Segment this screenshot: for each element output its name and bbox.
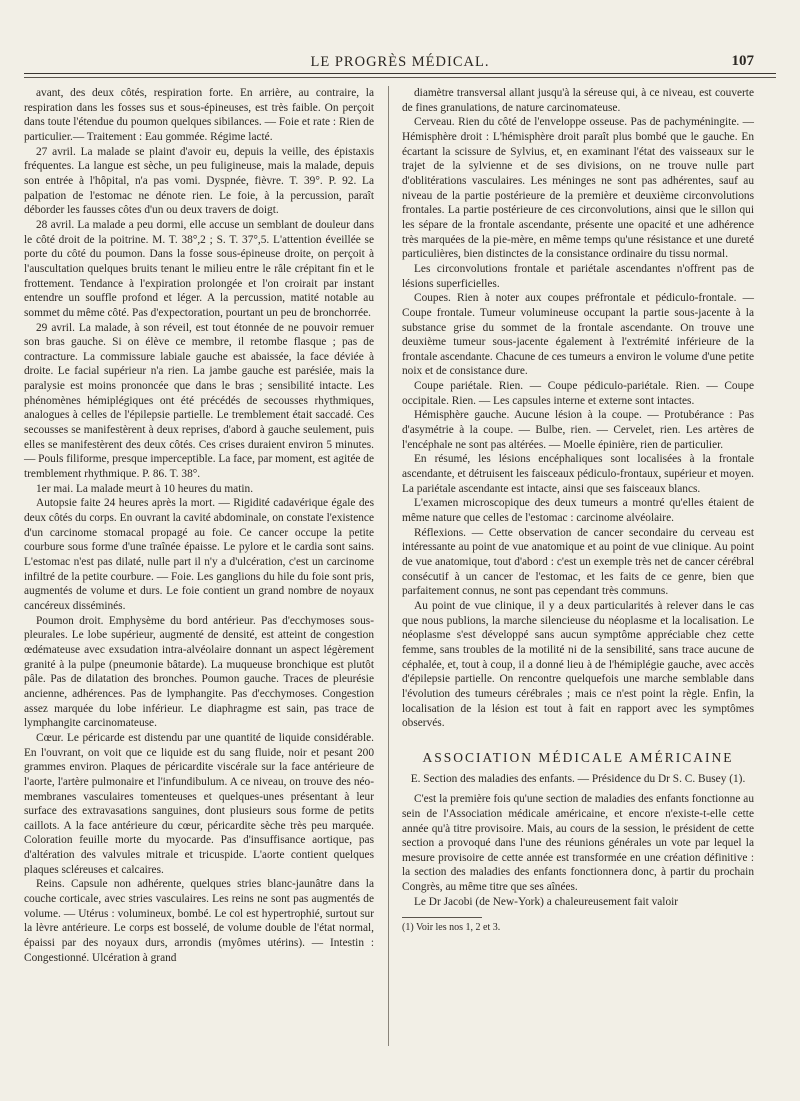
paragraph: Réflexions. — Cette observation de cancer secondaire du cerveau est intéressante au point de vue anatomique et au point de vue clinique. Au point de vue anatomique, tout d'abord : c'est un exemple très net de cancer cérébral consécutif à un cancer de l'estomac, et les faits de ce genre, bien que parfaitement connus, ne sont pas cependant très communs. — [402, 526, 754, 598]
section-subtitle: E. Section des maladies des enfants. — Présidence du Dr S. C. Busey (1). — [410, 772, 746, 785]
left-column — [24, 86, 374, 965]
header-rule-thin — [24, 77, 776, 78]
paragraph: 28 avril. La malade a peu dormi, elle accuse un semblant de douleur dans le côté droit de la poitrine. M. T. 38°,2 ; S. T. 37°,5. L'attention éveillée se porte du côté du poumon. Dans la fosse sous-épineuse droite, on perçoit à l'auscultation quelques bruits tenant le milieu entre le râle crépitant fin et le frottement. Tendance à l'expiration prolongée et l'on croirait par instant entendre un souffle profond et léger. A la percussion, matité notable au sommet du même côté. Pas d'expectoration, pourtant un peu de bronchorrée. — [24, 218, 374, 319]
right-column — [402, 86, 754, 934]
paragraph: Hémisphère gauche. Aucune lésion à la coupe. — Protubérance : Pas d'asymétrie à la coupe. — Bulbe, rien. — Cervelet, rien. Les artères de l'encéphale ne sont pas altérées. — Moelle épinière, rien de particulier. — [402, 409, 754, 451]
paragraph: diamètre transversal allant jusqu'à la séreuse qui, à ce niveau, est couverte de fines granulations, de nature carcinomateuse. — [402, 87, 754, 114]
paragraph: Le Dr Jacobi (de New-York) a chaleureusement fait valoir — [414, 895, 679, 908]
paragraph: Au point de vue clinique, il y a deux particularités à relever dans le cas que nous publions, la marche silencieuse du néoplasme et la localisation. Le néoplasme s'est développé sans aucun symptôme appréciable chez cette femme, sans troubles de la motilité ni de la sensibilité, sans trace aucune de céphalée, et, tout à coup, il a donné lieu à de l'hémiplégie gauche, avec accès d'épilepsie partielle. On rencontre quelquefois une marche semblable dans l'évolution des tumeurs cérébrales ; mais ce n'est point la règle. Enfin, la localisation de la lésion est tout à fait en rapport avec les symptômes observés. — [402, 599, 754, 730]
running-title: LE PROGRÈS MÉDICAL. — [310, 54, 490, 70]
page-number: 107 — [731, 53, 754, 69]
page-header — [0, 54, 800, 72]
header-rule — [24, 73, 776, 74]
paragraph: 29 avril. La malade, à son réveil, est tout étonnée de ne pouvoir remuer son bras gauche. Si on élève ce membre, il retombe flasque ; pas de contracture. La commissure labiale gauche est abaissée, la face déviée à droite. Le facial supérieur n'a rien. La jambe gauche est parésiée, mais la paralysie est moins prononcée que dans le bras ; sensibilité intacte. Les phénomènes hémiplégiques ont été précédés de secousses rhythmiques, analogues à celles de l'épilepsie partielle. Le tremblement était saccadé. Ces secousses se manifestèrent à deux reprises, d'abord à gauche seulement, puis elles se manifestèrent des deux côtés. Ces crises duraient environ 5 minutes. — Pouls filiforme, presque imperceptible. La face, par moment, est agitée de tremblement rhythmique. P. 86. T. 38°. — [24, 321, 374, 481]
paragraph: Reins. Capsule non adhérente, quelques stries blanc-jaunâtre dans la couche corticale, avec stries vasculaires. Les reins ne sont pas augmentés de volume. — Utérus : volumineux, bombé. Le col est hypertrophié, surtout sur la lèvre antérieure. Le corps est bosselé, de volume double de l'état normal, épaissi par des noyaux durs, arrondis (myômes utérins). — Intestin : Congestionné. Ulcération à grand — [24, 878, 374, 964]
paragraph: 1er mai. La malade meurt à 10 heures du matin. — [36, 482, 254, 495]
paragraph: Coupes. Rien à noter aux coupes préfrontale et pédiculo-frontale. — Coupe frontale. Tumeur volumineuse occupant la partie sous-jacente à la substance grise du sommet de la frontale ascendante. On trouve une deuxième tumeur sous-jacente également à l'extrémité inférieure de la frontale ascendante. Chacune de ces tumeurs a environ le volume d'une petite noix et de consistance dure. — [402, 292, 754, 378]
footnote: (1) Voir les nos 1, 2 et 3. — [402, 922, 501, 934]
paragraph: Cœur. Le péricarde est distendu par une quantité de liquide considérable. En l'ouvrant, on voit que ce liquide est du sang fluide, noir et pesant 200 grammes environ. Plaques de péricardite viscérale sur la face antérieure de l'aorte, l'artère pulmonaire et l'infundibulum. A ce niveau, on trouve des néo-membranes vasculaires tomenteuses et quelques-unes présentant à leur surface des extravasations sanguines, dont plusieurs sous forme de petits caillots. A la face antérieure du cœur, péricardite sèche très peu marquée. Coloration feuille morte du myocarde. Pas d'insuffisance aortique, pas d'altération des valvules mitrale et tricuspide. L'aorte contient quelques plaques scléreuses et calcaires. — [24, 731, 374, 876]
paragraph: avant, des deux côtés, respiration forte. En arrière, au contraire, la respiration dans les fosses sus et sous-épineuses, est très faible. On perçoit dans toute l'étendue du poumon quelques sibilances. — Foie et rate : Rien de particulier.— Traitement : Eau gommée. Régime lacté. — [24, 87, 374, 143]
paragraph: L'examen microscopique des deux tumeurs a montré qu'elles étaient de même nature que celles de l'estomac : carcinome alvéolaire. — [402, 497, 754, 525]
paragraph: C'est la première fois qu'une section de maladies des enfants fonctionne au sein de l'Association médicale américaine, et encore n'existe-t-elle cette année qu'à titre provisoire. Mais, au cours de la session, le président de cette section a provoqué dans l'une des réunions générales un vote par lequel la mesure provisoire de cette année est transformée en une création définitive : la section des maladies des enfants fonctionnera donc, à partir du prochain Congrès, au même titre que ses aînées. — [402, 793, 754, 894]
column-divider — [388, 86, 389, 1046]
paragraph: Autopsie faite 24 heures après la mort. — Rigidité cadavérique égale des deux côtés du corps. En ouvrant la cavité abdominale, on constate l'existence d'un carcinome stomacal propagé au foie. Ce cancer occupe la petite courbure sous forme d'une traînée épaisse. Le pylore et le cardia sont sains. L'estomac n'est pas dilaté, nulle part il n'y a d'ulcération, c'est un carcinome infiltré de la petite courbure. — Foie. Les ganglions du hile du foie sont pris, augmentés de volume et durs. Le foie contient un grand nombre de noyaux cancéreux disséminés. — [24, 497, 374, 612]
paragraph: Poumon droit. Emphysème du bord antérieur. Pas d'ecchymoses sous-pleurales. Le lobe supérieur, augmenté de densité, est atteint de congestion œdémateuse avec exsudation intra-alvéolaire donnant un aspect légèrement granité à la pulpe (pneumonie bâtarde). La muqueuse bronchique est plutôt pâle. Pas de dilatation des bronches. Poumon gauche. Traces de pleurésie ancienne, adhérences. Pas de lymphangite. Pas d'ecchymoses. Congestion assez marquée du lobe inférieur. Le diaphragme est sain, pas trace de lymphangite carcinomateuse. — [24, 614, 374, 730]
paragraph: Les circonvolutions frontale et pariétale ascendantes n'offrent pas de lésions superficielles. — [402, 262, 754, 290]
paragraph: Cerveau. Rien du côté de l'enveloppe osseuse. Pas de pachyméningite. — Hémisphère droit : L'hémisphère droit paraît plus bombé que le gauche. En écartant la scissure de Sylvius, et, en examinant l'état des vaisseaux sur le trajet de la sylvienne et de ses divisions, on ne trouve nulle part d'oblitérations vasculaires. Les méninges ne sont pas adhérentes, sauf au niveau de la partie postérieure de la première et deuxième circonvolutions frontales. La partie postérieure de ces circonvolutions, ainsi que le sillon qui les sépare de la frontale ascendante, présente une opacité et une adhérence très marquées de la pie-mère, en même temps qu'une résistance et une dureté particulières, bien distinctes de la consistance ordinaire du tissu normal. — [402, 116, 754, 261]
paragraph: Coupe pariétale. Rien. — Coupe pédiculo-pariétale. Rien. — Coupe occipitale. Rien. — Les capsules interne et externe sont intactes. — [402, 380, 754, 407]
footnote-rule — [402, 917, 482, 918]
paragraph: 27 avril. La malade se plaint d'avoir eu, depuis la veille, des épistaxis fréquentes. La langue est sèche, un peu fuligineuse, mais la malade, depuis son entrée à l'hôpital, n'a pas vomi. Dyspnée, fièvre. T. 39°. P. 92. La palpation de l'estomac ne dénote rien. Le foie, à la percussion, paraît déborder les fausses côtes d'un ou deux travers de doigt. — [24, 145, 374, 217]
paragraph: En résumé, les lésions encéphaliques sont localisées à la frontale ascendante, et détruisent les faisceaux pédiculo-frontaux, supérieur et moyen. La pariétale ascendante est intacte, ainsi que ses faisceaux blancs. — [402, 453, 754, 495]
section-title: ASSOCIATION MÉDICALE AMÉRICAINE — [422, 749, 734, 765]
